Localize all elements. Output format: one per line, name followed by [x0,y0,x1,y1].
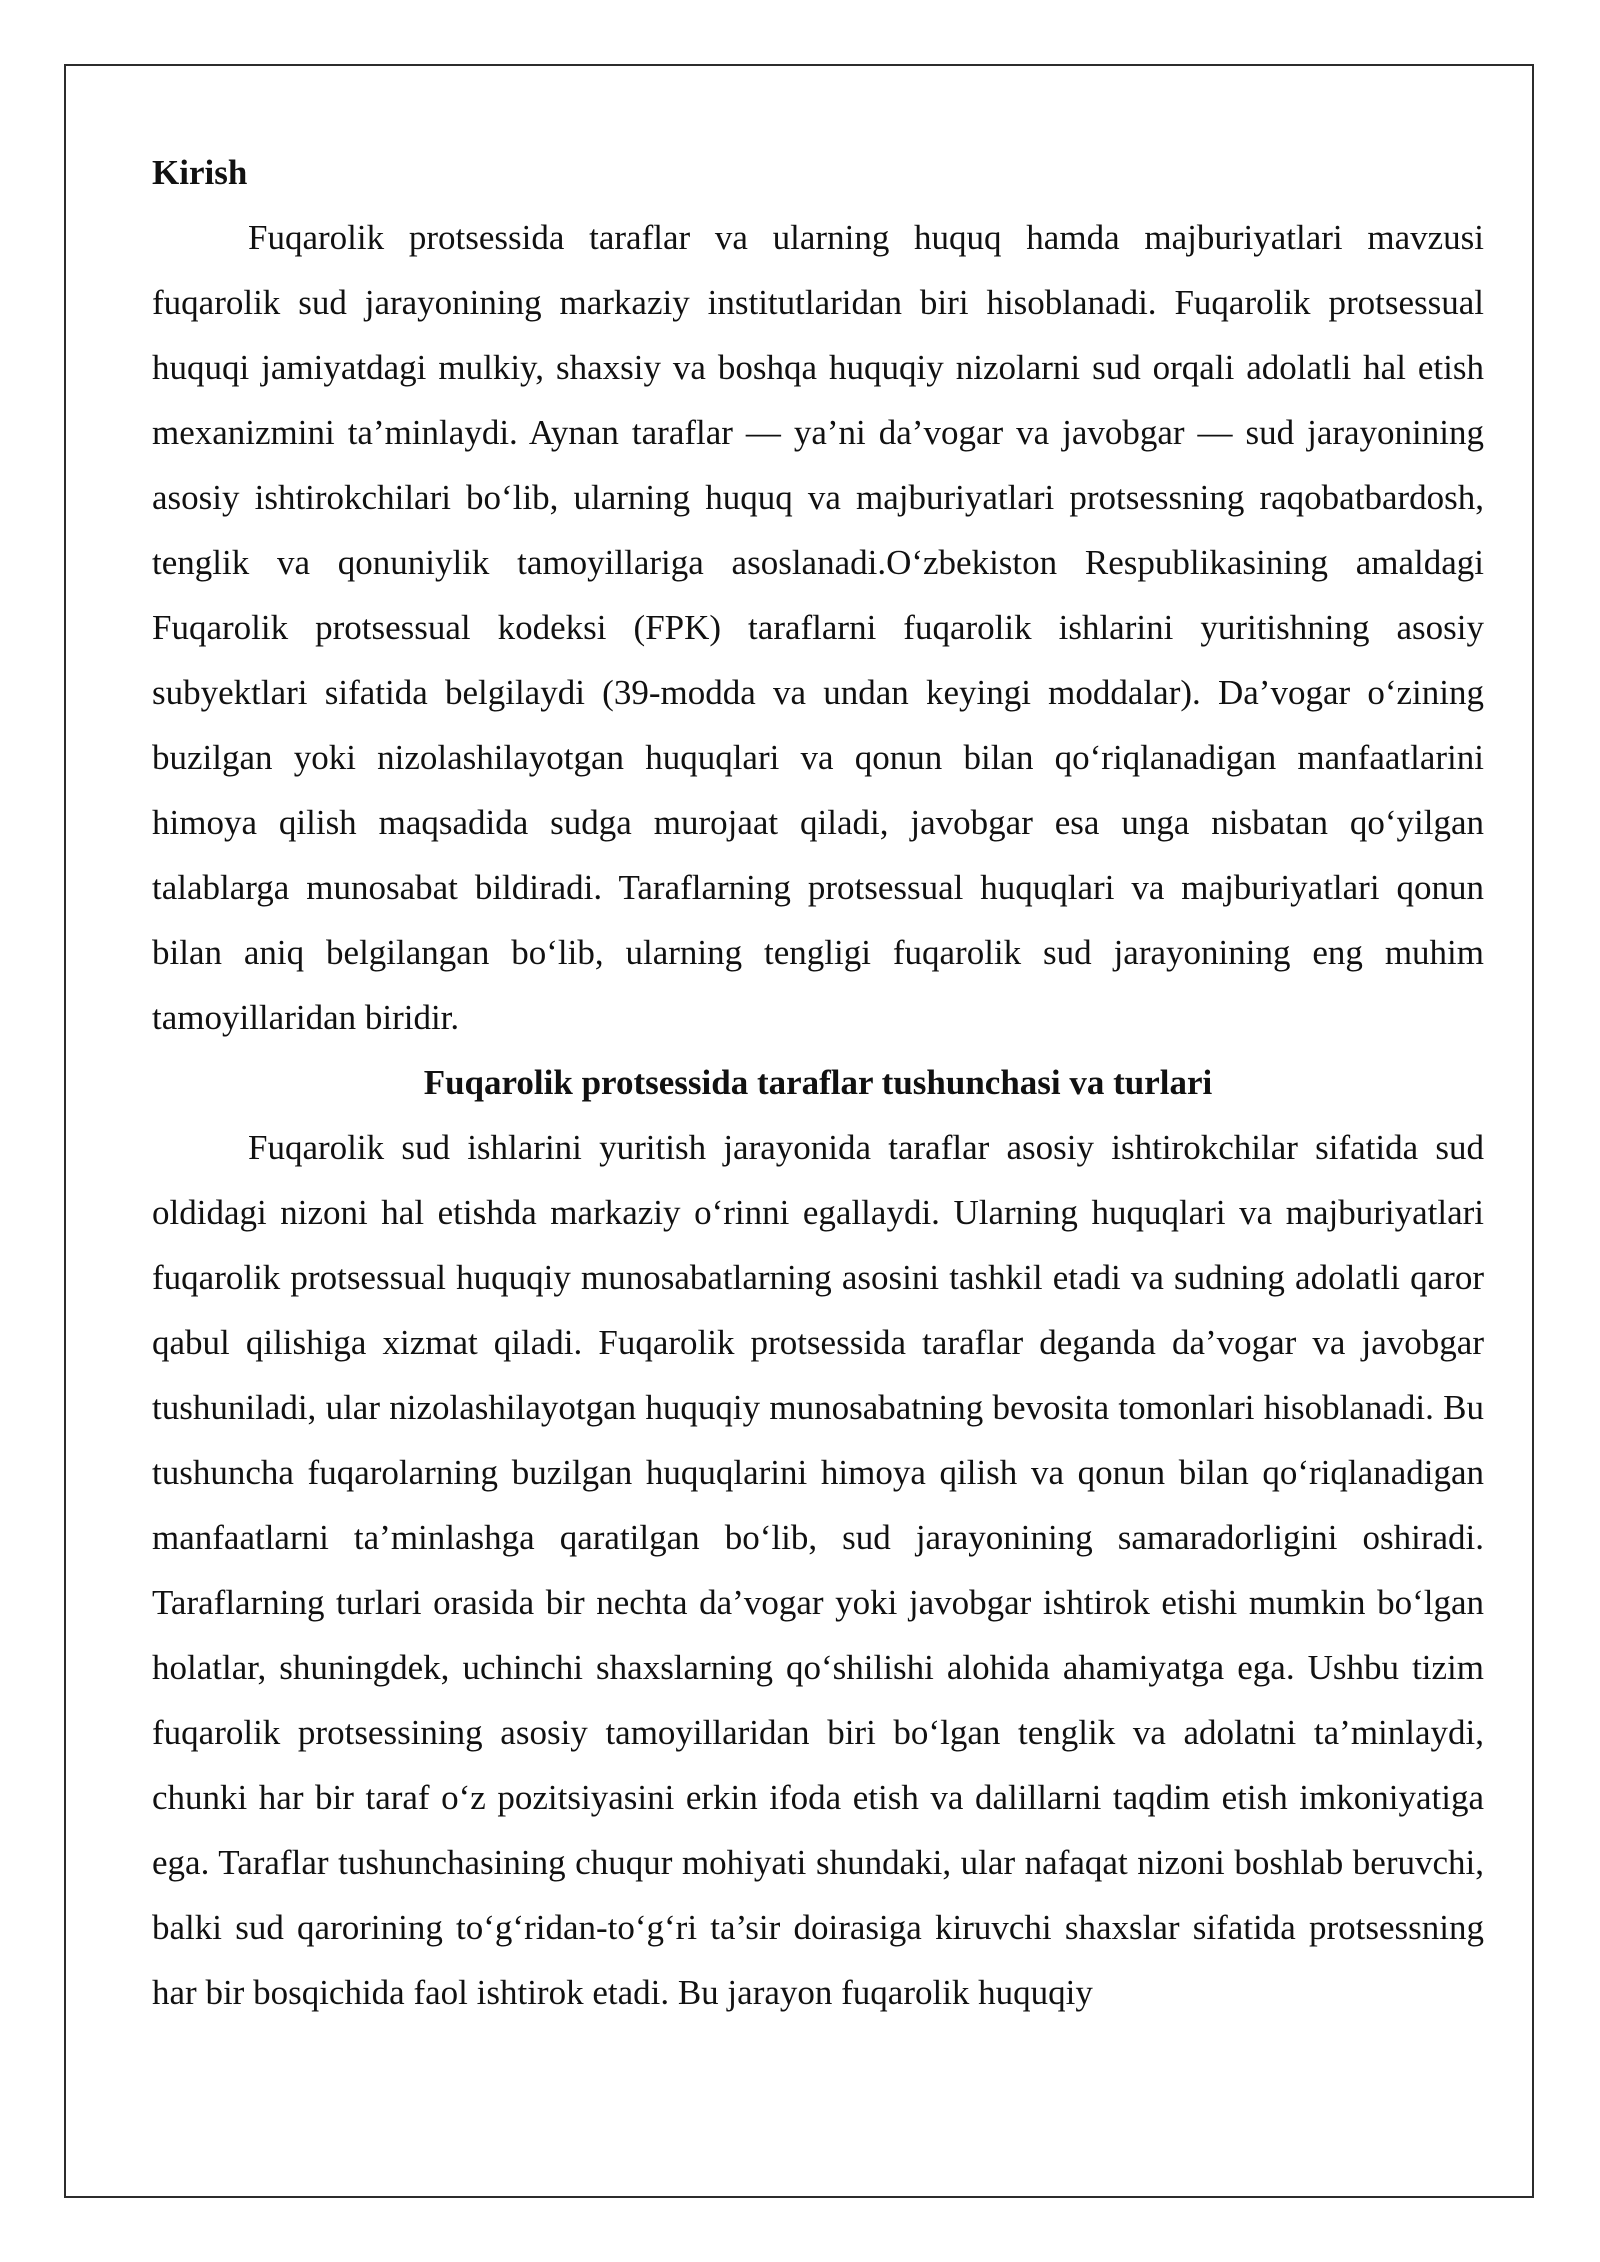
section-paragraph: Fuqarolik sud ishlarini yuritish jarayonida taraflar asosiy ishtirokchilar sifatida sud oldidagi nizoni hal etishda markaziy o‘rinni egallaydi. Ularning huquqlari va majburiyatlari fuqarolik protsessual huquqiy munosabatlarning asosini tashkil etadi va sudning adolatli qaror qabul qilishiga xizmat qiladi. Fuqarolik protsessida taraflar deganda da’vogar va javobgar tushuniladi, ular nizolashilayotgan huquqiy munosabatning bevosita tomonlari hisoblanadi. Bu tushuncha fuqarolarning buzilgan huquqlarini himoya qilish va qonun bilan qo‘riqlanadigan manfaatlarni ta’minlashga qaratilgan bo‘lib, sud jarayonining samaradorligini oshiradi. Taraflarning turlari orasida bir nechta da’vogar yoki javobgar ishtirok etishi mumkin bo‘lgan holatlar, shuningdek, uchinchi shaxslarning qo‘shilishi alohida ahamiyatga ega. Ushbu tizim fuqarolik protsessining asosiy tamoyillaridan biri bo‘lgan tenglik va adolatni ta’minlaydi, chunki har bir taraf o‘z pozitsiyasini erkin ifoda etish va dalillarni taqdim etish imkoniyatiga ega. Taraflar tushunchasining chuqur mohiyati shundaki, ular nafaqat nizoni boshlab beruvchi, balki sud qarorining to‘g‘ridan-to‘g‘ri ta’sir doirasiga kiruvchi shaxslar sifatida protsessning har bir bosqichida faol ishtirok etadi. Bu jarayon fuqarolik huquqiy [152,1128,1484,2012]
intro-heading: Kirish [152,153,248,192]
intro-paragraph: Fuqarolik protsessida taraflar va ularning huquq hamda majburiyatlari mavzusi fuqarolik sud jarayonining markaziy institutlaridan biri hisoblanadi. Fuqarolik protsessual huquqi jamiyatdagi mulkiy, shaxsiy va boshqa huquqiy nizolarni sud orqali adolatli hal etish mexanizmini ta’minlaydi. Aynan taraflar — ya’ni da’vogar va javobgar — sud jarayonining asosiy ishtirokchilari bo‘lib, ularning huquq va majburiyatlari protsessning raqobatbardosh, tenglik va qonuniylik tamoyillariga asoslanadi.O‘zbekiston Respublikasining amaldagi Fuqarolik protsessual kodeksi (FPK) taraflarni fuqarolik ishlarini yuritishning asosiy subyektlari sifatida belgilaydi (39-modda va undan keyingi moddalar). Da’vogar o‘zining buzilgan yoki nizolashilayotgan huquqlari va qonun bilan qo‘riqlanadigan manfaatlarini himoya qilish maqsadida sudga murojaat qiladi, javobgar esa unga nisbatan qo‘yilgan talablarga munosabat bildiradi. Taraflarning protsessual huquqlari va majburiyatlari qonun bilan aniq belgilangan bo‘lib, ularning tengligi fuqarolik sud jarayonining eng muhim tamoyillaridan biridir. [152,218,1484,1037]
section-heading: Fuqarolik protsessida taraflar tushunchasi va turlari [423,1063,1213,1102]
document-body [152,140,1484,2025]
